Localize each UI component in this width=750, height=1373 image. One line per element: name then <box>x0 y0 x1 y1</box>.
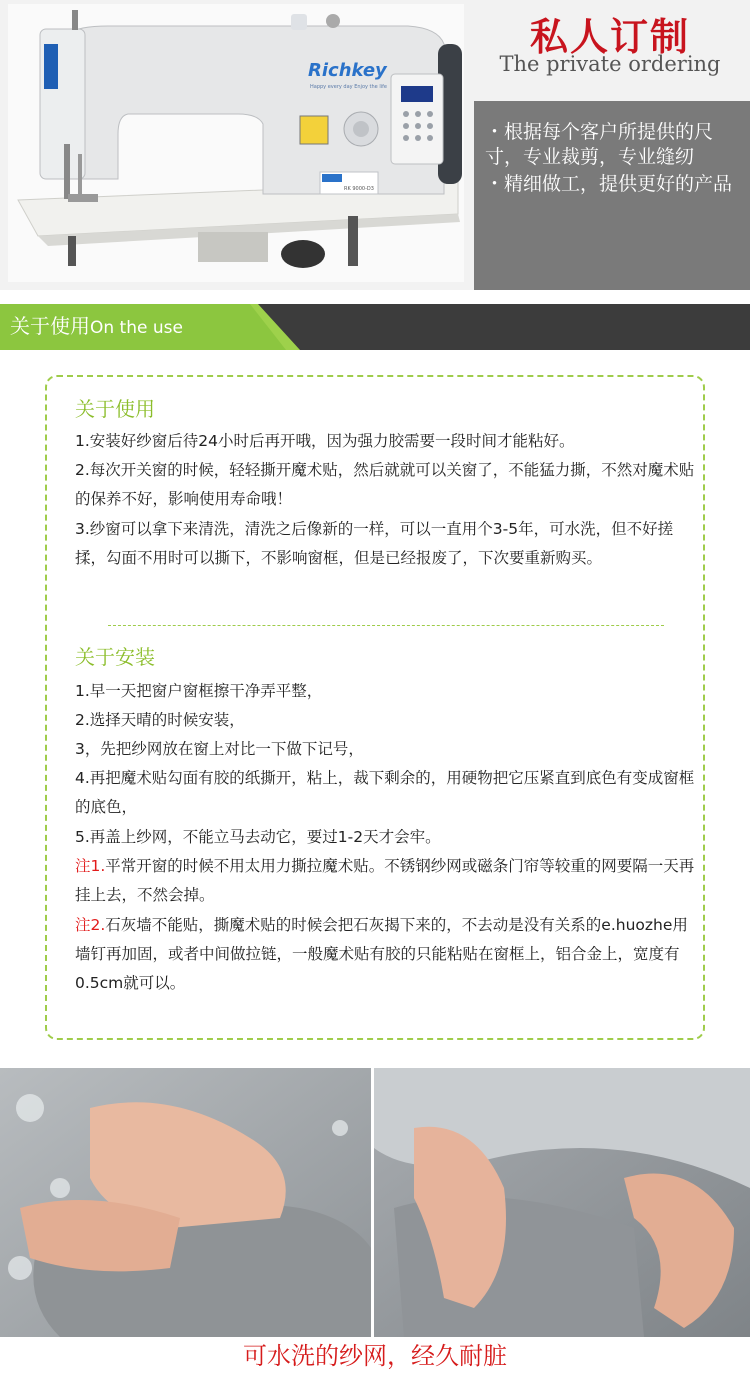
service-bullets <box>485 120 743 199</box>
section-bar-title-en: On the use <box>90 318 183 338</box>
note-text: 石灰墙不能贴，撕魔术贴的时候会把石灰揭下来的，不去动是没有关系的e.huozhe用墙钉再加固，或者中间做拉链，一般魔术贴有胶的只能粘贴在窗框上，铝合金上，宽度有0.5cm就可以。 <box>75 916 688 992</box>
install-item: 2.选择天晴的时候安装， <box>75 711 245 729</box>
usage-item: 1.安装好纱窗后待24小时后再开哦，因为强力胶需要一段时间才能粘好。 <box>75 432 575 450</box>
note-label: 注1. <box>75 857 106 875</box>
install-note <box>75 852 695 910</box>
note-text: 平常开窗的时候不用太用力撕拉魔术贴。不锈钢纱网或磁条门帘等较重的网要隔一天再挂上去，不然会掉。 <box>75 857 695 904</box>
section-divider <box>108 625 664 626</box>
install-item: 5.再盖上纱网，不能立马去动它，要过1-2天才会牢。 <box>75 828 441 846</box>
install-item: 3，先把纱网放在窗上对比一下做下记号， <box>75 740 364 758</box>
section-bar-title <box>10 313 183 341</box>
sewing-machine-image <box>8 4 464 282</box>
photo-caption: 可水洗的纱网，经久耐脏 <box>243 1342 507 1370</box>
private-ordering-title: 私人订制 <box>529 15 690 59</box>
service-bullet: ・根据每个客户所提供的尺寸，专业裁剪，专业缝纫 <box>485 121 714 168</box>
install-item: 1.早一天把窗户窗框擦干净弄平整， <box>75 682 323 700</box>
install-heading: 关于安装 <box>75 645 155 669</box>
washing-photo-right <box>374 1068 750 1337</box>
note-label: 注2. <box>75 916 106 934</box>
usage-item: 2.每次开关窗的时候，轻轻撕开魔术贴，然后就就可以关窗了，不能猛力撕，不然对魔术贴的保养不好，影响使用寿命哦！ <box>75 461 695 508</box>
usage-heading: 关于使用 <box>75 397 155 421</box>
install-item: 4.再把魔术贴勾面有胶的纸撕开，粘上，裁下剩余的，用硬物把它压紧直到底色有变成窗框的底色， <box>75 769 695 816</box>
svg-text:Happy every day Enjoy the life: Happy every day Enjoy the life <box>310 84 387 90</box>
usage-item: 3.纱窗可以拿下来清洗，清洗之后像新的一样，可以一直用个3-5年，可水洗，但不好搓揉，勾面不用时可以撕下，不影响窗框，但是已经报废了，下次要重新购买。 <box>75 520 674 567</box>
section-bar-title-cn: 关于使用 <box>10 314 90 338</box>
top-banner <box>0 0 750 290</box>
washing-photo-left <box>0 1068 371 1337</box>
install-note <box>75 911 695 998</box>
private-ordering-subtitle: The private ordering <box>499 52 721 76</box>
service-bullet: ・精细做工，提供更好的产品 <box>485 173 733 195</box>
svg-text:RK 9000-D3: RK 9000-D3 <box>344 186 374 192</box>
machine-brand-logo: Richkey <box>308 60 387 81</box>
